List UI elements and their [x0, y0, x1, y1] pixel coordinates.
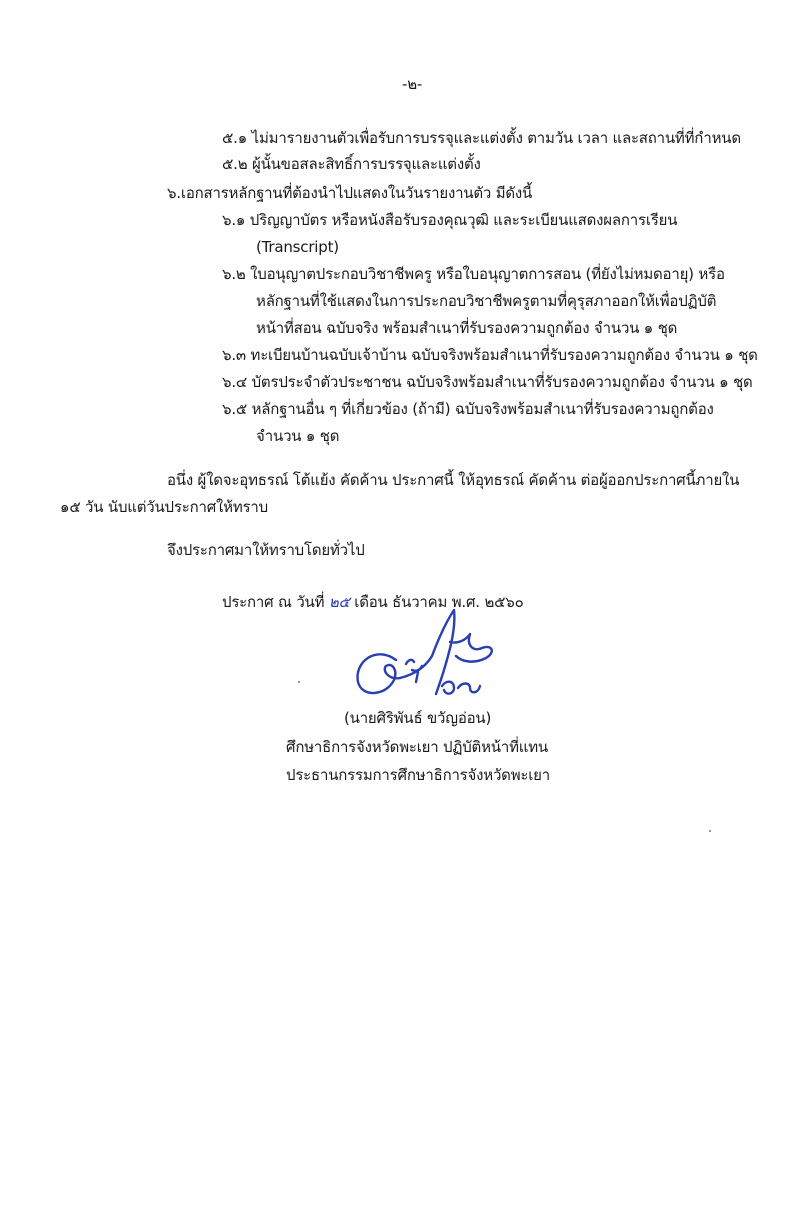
item-5-2: ๕.๒ ผู้นั้นขอสละสิทธิ์การบรรจุและแต่งตั้ง	[222, 155, 481, 173]
date-prefix: ประกาศ ณ วันที่	[222, 593, 325, 611]
page-number: -๒-	[402, 75, 423, 93]
signer-position-1: ศึกษาธิการจังหวัดพะเยา ปฏิบัติหน้าที่แทน	[286, 738, 548, 756]
item-6-4: ๖.๔ บัตรประจำตัวประชาชน ฉบับจริงพร้อมสำเนาที่รับรองความถูกต้อง จำนวน ๑ ชุด	[222, 373, 753, 391]
item-6-2-line3: หน้าที่สอน ฉบับจริง พร้อมสำเนาที่รับรองความถูกต้อง จำนวน ๑ ชุด	[256, 319, 678, 337]
item-6-1-line2: (Transcript)	[256, 238, 339, 256]
item-5-1: ๕.๑ ไม่มารายงานตัวเพื่อรับการบรรจุและแต่งตั้ง ตามวัน เวลา และสถานที่ที่กำหนด	[222, 129, 741, 147]
item-6-heading: ๖.เอกสารหลักฐานที่ต้องนำไปแสดงในวันรายงานตัว มีดังนี้	[167, 184, 533, 202]
date-day-handwritten: ๒๕	[328, 593, 350, 611]
item-6-2-line1: ๖.๒ ใบอนุญาตประกอบวิชาชีพครู หรือใบอนุญาตการสอน (ที่ยังไม่หมดอายุ) หรือ	[222, 265, 725, 283]
item-6-1-line1: ๖.๑ ปริญญาบัตร หรือหนังสือรับรองคุณวุฒิ และระเบียนแสดงผลการเรียน	[222, 211, 678, 229]
signer-name: (นายศิริพันธ์ ขวัญอ่อน)	[344, 709, 492, 727]
objection-line2: ๑๕ วัน นับแต่วันประกาศให้ทราบ	[60, 498, 268, 516]
item-6-5-line1: ๖.๕ หลักฐานอื่น ๆ ที่เกี่ยวข้อง (ถ้ามี) ฉบับจริงพร้อมสำเนาที่รับรองความถูกต้อง	[222, 400, 714, 418]
item-6-2-line2: หลักฐานที่ใช้แสดงในการประกอบวิชาชีพครูตามที่คุรุสภาออกให้เพื่อปฏิบัติ	[256, 292, 717, 310]
signature-image	[346, 600, 516, 710]
scan-speck	[709, 830, 711, 832]
objection-line1: อนึ่ง ผู้ใดจะอุทธรณ์ โต้แย้ง คัดค้าน ประกาศนี้ ให้อุทธรณ์ คัดค้าน ต่อผู้ออกประกาศนี้ภายใน	[167, 471, 740, 489]
scan-speck	[298, 681, 300, 683]
item-6-3: ๖.๓ ทะเบียนบ้านฉบับเจ้าบ้าน ฉบับจริงพร้อมสำเนาที่รับรองความถูกต้อง จำนวน ๑ ชุด	[222, 346, 758, 364]
item-6-5-line2: จำนวน ๑ ชุด	[256, 427, 340, 445]
signer-position-2: ประธานกรรมการศึกษาธิการจังหวัดพะเยา	[286, 766, 550, 784]
announcement: จึงประกาศมาให้ทราบโดยทั่วไป	[167, 541, 365, 559]
date-suffix: เดือน ธันวาคม พ.ศ. ๒๕๖๐	[354, 593, 524, 611]
